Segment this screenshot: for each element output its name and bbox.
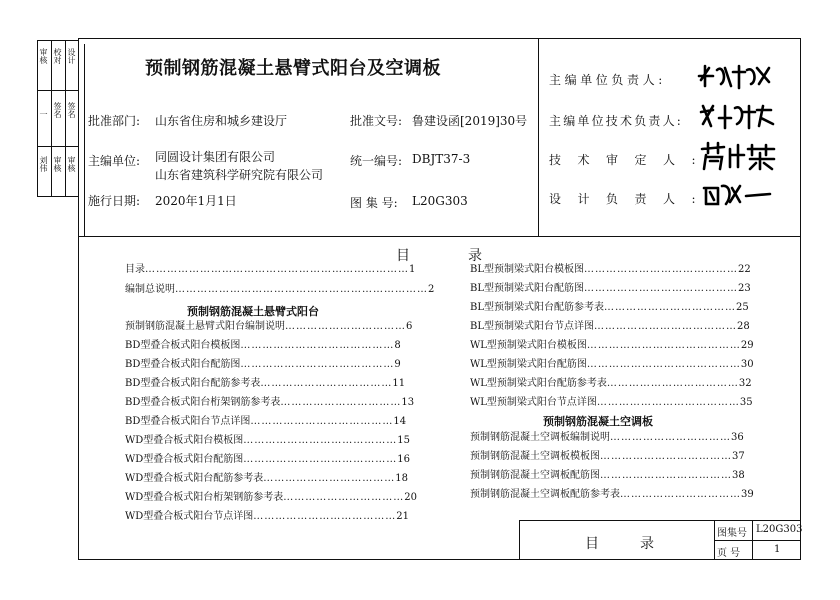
toc-item-dots: ……………………………… [260, 378, 393, 389]
toc-item-page: 8 [394, 340, 401, 351]
strip-cell: 设计 [67, 48, 76, 64]
toc-item-label: BD型叠合板式阳台节点详图 [125, 416, 251, 427]
toc-item-label: 预制钢筋混凝土悬臂式阳台编制说明 [125, 321, 285, 332]
toc-item[interactable] [470, 281, 751, 297]
toc-item[interactable] [470, 319, 750, 335]
toc-item-label: WL型预制梁式阳台节点详图 [470, 397, 597, 408]
strip-cell: 校对 [53, 48, 62, 64]
toc-item-label: BL型预制梁式阳台配筋图 [470, 283, 584, 294]
toc-item[interactable] [125, 357, 401, 373]
toc-item-page: 20 [404, 492, 418, 503]
toc-item-page: 36 [731, 432, 744, 443]
toc-section-ac-board: 预制钢筋混凝土空调板 [543, 415, 653, 428]
toc-item[interactable] [470, 262, 751, 278]
titleblock-page-label: 页 号 [717, 548, 741, 559]
toc-item-label: 预制钢筋混凝土空调板模板图 [470, 451, 600, 462]
strip-cell: 签名 [67, 102, 76, 118]
strip-outline-bottom [37, 196, 79, 197]
toc-item-page: 30 [740, 359, 754, 370]
toc-section-balcony: 预制钢筋混凝土悬臂式阳台 [187, 305, 319, 318]
toc-item-label: BD型叠合板式阳台模板图 [125, 340, 241, 351]
toc-item-label: WL型预制梁式阳台模板图 [470, 340, 587, 351]
toc-item-dots: …………………………………… [243, 454, 398, 465]
atlas-number-label: 图 集 号: [350, 196, 398, 210]
toc-item-page: 25 [736, 302, 749, 313]
header-divider [78, 236, 801, 237]
strip-outline-top [37, 40, 79, 41]
toc-item[interactable] [125, 282, 434, 298]
toc-item-label: BL型预制梁式阳台配筋参考表 [470, 302, 604, 313]
toc-item-dots: …………………………………………………………… [175, 284, 428, 295]
approval-dept-value: 山东省住房和城乡建设厅 [155, 114, 288, 128]
strip-cell: 签名 [53, 102, 62, 118]
toc-item[interactable] [470, 449, 745, 465]
toc-item[interactable] [125, 376, 405, 392]
toc-item-dots: …………………………………… [584, 264, 738, 275]
strip-h1 [37, 90, 79, 91]
toc-item[interactable] [125, 395, 414, 411]
toc-item-page: 39 [741, 489, 754, 500]
toc-item[interactable] [125, 319, 412, 335]
strip-cell: 一 [39, 110, 48, 118]
toc-balcony-list [125, 319, 420, 524]
toc-item-page: 21 [396, 511, 410, 522]
toc-item-label: 预制钢筋混凝土空调板编制说明 [470, 432, 610, 443]
toc-item-page: 14 [393, 416, 407, 427]
titleblock-page-value: 1 [774, 544, 781, 555]
approval-doc-value: 鲁建设函[2019]30号 [412, 114, 528, 128]
toc-item-dots: …………………………… [620, 489, 741, 500]
toc-item-dots: ………………………………… [253, 511, 397, 522]
effective-date-label: 施行日期: [88, 194, 141, 208]
design-lead-label: 设计负责人: [549, 192, 713, 206]
toc-item-dots: …………………………………… [586, 340, 741, 351]
chief-unit-leader-label: 主编单位负责人: [549, 73, 666, 87]
toc-item-label: 预制钢筋混凝土空调板配筋参考表 [470, 489, 620, 500]
toc-item-dots: ………………………………… [594, 321, 737, 332]
strip-outline-left [37, 40, 38, 197]
toc-right-column [470, 262, 760, 417]
toc-item-label: WD型叠合板式阳台配筋参考表 [125, 473, 264, 484]
tech-review-label: 技术审定人: [549, 153, 713, 167]
unified-code-label: 统一编号: [350, 154, 403, 168]
toc-item-dots: …………………………………… [584, 283, 738, 294]
toc-item-label: 预制钢筋混凝土空调板配筋图 [470, 470, 600, 481]
toc-item-dots: ……………………………… [263, 473, 396, 484]
header-vertical [538, 38, 539, 237]
toc-item-label: BD型叠合板式阳台桁架钢筋参考表 [125, 397, 281, 408]
toc-item[interactable] [470, 338, 754, 354]
toc-item-label: BD型叠合板式阳台配筋图 [125, 359, 241, 370]
toc-item-dots: ……………………………………………………………… [145, 264, 409, 275]
toc-item-page: 13 [401, 397, 415, 408]
strip-cell: 审核 [39, 48, 48, 64]
toc-item[interactable] [125, 490, 417, 506]
toc-item-dots: …………………………… [280, 397, 402, 408]
strip-h2 [37, 146, 79, 147]
toc-item-label: WD型叠合板式阳台桁架钢筋参考表 [125, 492, 284, 503]
toc-item[interactable] [125, 338, 401, 354]
toc-item-label: BD型叠合板式阳台配筋参考表 [125, 378, 261, 389]
toc-item-dots: …………………………………… [243, 435, 398, 446]
toc-item[interactable] [470, 468, 745, 484]
toc-item-dots: ……………………………… [604, 302, 736, 313]
toc-item-dots: …………………………… [283, 492, 405, 503]
titleblock-top [519, 520, 801, 521]
toc-item-label: WL型预制梁式阳台配筋参考表 [470, 378, 607, 389]
toc-item-dots: …………………………… [285, 321, 406, 332]
toc-item[interactable] [470, 300, 749, 316]
toc-item-dots: …………………………………… [240, 359, 395, 370]
titleblock-left [519, 520, 520, 560]
toc-item-dots: ……………………………… [600, 451, 732, 462]
toc-item-dots: ………………………………… [596, 397, 740, 408]
atlas-number-value: L20G303 [412, 194, 468, 208]
toc-item[interactable] [125, 471, 408, 487]
frame-top [78, 38, 801, 39]
toc-item-page: 9 [394, 359, 401, 370]
toc-heading-left: 目 [396, 248, 410, 264]
toc-item-page: 18 [395, 473, 409, 484]
strip-cell: 审核 [53, 156, 62, 172]
toc-item-label: BL型预制梁式阳台模板图 [470, 264, 584, 275]
toc-item-dots: ……………………………… [606, 378, 739, 389]
toc-item-page: 16 [397, 454, 411, 465]
strip-v1 [51, 40, 52, 197]
toc-item[interactable] [125, 509, 409, 525]
approval-doc-label: 批准文号: [350, 114, 403, 128]
toc-item-dots: …………………………… [610, 432, 731, 443]
frame-right [800, 38, 801, 560]
strip-cell: 刘伟 [39, 156, 48, 172]
approval-dept-label: 批准部门: [88, 114, 141, 128]
toc-item-page: 2 [428, 284, 435, 295]
signature-mark-2 [697, 102, 775, 130]
signature-mark-1 [697, 62, 775, 90]
toc-item-page: 11 [392, 378, 406, 389]
toc-item[interactable] [470, 395, 753, 411]
toc-item-label: WD型叠合板式阳台模板图 [125, 435, 244, 446]
toc-item-page: 6 [406, 321, 413, 332]
toc-item-label: WD型叠合板式阳台配筋图 [125, 454, 244, 465]
strip-cell: 审核 [67, 156, 76, 172]
toc-item[interactable] [125, 452, 410, 468]
titleblock-h1 [714, 540, 801, 541]
toc-ac-board-list [470, 430, 760, 510]
toc-item-label: WD型叠合板式阳台节点详图 [125, 511, 254, 522]
toc-item-page: 1 [409, 264, 416, 275]
toc-item-label: 目录 [125, 264, 145, 275]
toc-item[interactable] [125, 414, 406, 430]
toc-item-dots: …………………………………… [586, 359, 741, 370]
toc-item-label: WL型预制梁式阳台配筋图 [470, 359, 587, 370]
toc-item[interactable] [125, 433, 410, 449]
document-title: 预制钢筋混凝土悬臂式阳台及空调板 [145, 58, 441, 79]
toc-item[interactable] [125, 262, 415, 278]
signature-mark-3 [700, 141, 778, 171]
strip-v2 [65, 40, 66, 197]
toc-heading-right: 录 [468, 248, 482, 264]
frame-left [78, 38, 79, 560]
titleblock-name-2: 录 [640, 536, 654, 552]
chief-org-value-1: 同圆设计集团有限公司 [155, 150, 276, 164]
toc-item-label: BL型预制梁式阳台节点详图 [470, 321, 594, 332]
toc-item-label: 编制总说明 [125, 284, 175, 295]
header-left-edge [84, 44, 85, 236]
titleblock-atlas-value: L20G303 [756, 524, 803, 535]
frame-bottom [78, 559, 801, 560]
toc-item-page: 29 [740, 340, 754, 351]
unified-code-value: DBJT37-3 [412, 152, 471, 166]
toc-item[interactable] [470, 376, 752, 392]
toc-item-page: 38 [732, 470, 745, 481]
toc-item-page: 28 [737, 321, 750, 332]
toc-item-page: 23 [738, 283, 751, 294]
toc-item-dots: ………………………………… [250, 416, 394, 427]
titleblock-atlas-label: 图集号 [717, 528, 747, 539]
toc-item-dots: ……………………………… [600, 470, 732, 481]
titleblock-name-1: 目 [585, 536, 599, 552]
toc-item[interactable] [470, 430, 744, 446]
toc-item[interactable] [470, 357, 754, 373]
toc-item-page: 35 [739, 397, 753, 408]
effective-date-value: 2020年1月1日 [155, 194, 237, 208]
toc-item-dots: …………………………………… [240, 340, 395, 351]
signature-mark-4 [700, 180, 772, 208]
toc-item-page: 37 [732, 451, 745, 462]
toc-item[interactable] [470, 487, 754, 503]
toc-item-page: 22 [738, 264, 751, 275]
chief-org-label: 主编单位: [88, 154, 141, 168]
chief-org-value-2: 山东省建筑科学研究院有限公司 [155, 168, 324, 182]
toc-item-page: 15 [397, 435, 411, 446]
toc-item-page: 32 [738, 378, 752, 389]
chief-tech-leader-label: 主编单位技术负责人: [549, 114, 684, 128]
